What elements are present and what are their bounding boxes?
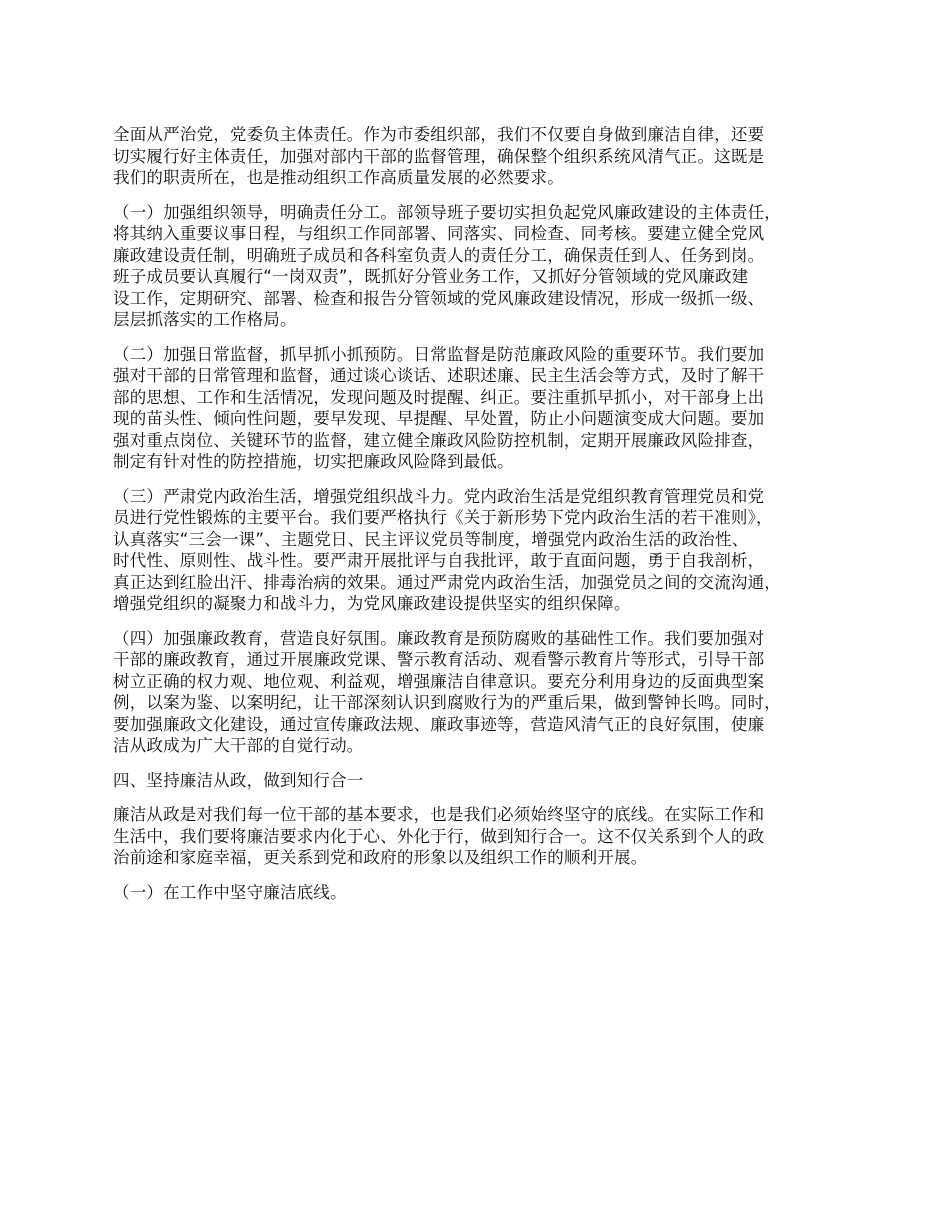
text-line: （四）加强廉政教育，营造良好氛围。廉政教育是预防腐败的基础性工作。我们要加强对	[113, 628, 765, 648]
paragraph-daily-supervision	[113, 344, 858, 473]
text-line: 部的思想、工作和生活情况，发现问题及时提醒、纠正。要注重抓早抓小，对干部身上出	[113, 387, 765, 407]
text-line: 全面从严治党，党委负主体责任。作为市委组织部，我们不仅要自身做到廉洁自律，还要	[113, 125, 765, 144]
text-line: 干部的廉政教育，通过开展廉政党课、警示教育活动、观看警示教育片等形式，引导干部	[113, 650, 765, 669]
text-line: 员进行党性锻炼的主要平台。我们要严格执行《关于新形势下党内政治生活的若干准则》，	[113, 508, 773, 527]
text-line: 要加强廉政文化建设，通过宣传廉政法规、廉政事迹等，营造风清气正的良好氛围，使廉	[113, 714, 765, 734]
text-line: 制定有针对性的防控措施，切实把廉政风险降到最低。	[113, 452, 514, 471]
text-line: 班子成员要认真履行“一岗双责”，既抓好分管业务工作，又抓好分管领域的党风廉政建	[113, 267, 749, 286]
paragraph-political-life	[113, 486, 858, 615]
text-line: 真正达到红脸出汗、排毒治病的效果。通过严肃党内政治生活，加强党员之间的交流沟通，	[113, 572, 781, 592]
text-line: 认真落实“三会一课”、主题党日、民主评议党员等制度，增强党内政治生活的政治性、	[113, 529, 749, 549]
text-line: 洁从政成为广大干部的自觉行动。	[113, 736, 364, 755]
document-page	[113, 124, 858, 916]
text-line: 将其纳入重要议事日程，与组织工作同部署、同落实、同检查、同考核。要建立健全党风	[113, 224, 765, 243]
paragraph-organization-leadership	[113, 202, 858, 331]
text-line: 时代性、原则性、战斗性。要严肃开展批评与自我批评，敢于直面问题，勇于自我剖析，	[113, 551, 765, 570]
section-heading: 四、坚持廉洁从政，做到知行合一	[113, 770, 364, 790]
text-line: 切实履行好主体责任，加强对部内干部的监督管理，确保整个组织系统风清气正。这既是	[113, 146, 765, 166]
text-line: 树立正确的权力观、地位观、利益观，增强廉洁自律意识。要充分利用身边的反面典型案	[113, 671, 765, 691]
text-line: （三）严肃党内政治生活，增强党组织战斗力。党内政治生活是党组织教育管理党员和党	[113, 486, 765, 506]
text-line: 生活中，我们要将廉洁要求内化于心、外化于行，做到知行合一。这不仅关系到个人的政	[113, 826, 765, 846]
paragraph-intro	[113, 124, 858, 189]
text-line: （二）加强日常监督，抓早抓小抓预防。日常监督是防范廉政风险的重要环节。我们要加	[113, 344, 765, 364]
text-line: （一）加强组织领导，明确责任分工。部领导班子要切实担负起党风廉政建设的主体责任，	[113, 202, 781, 222]
text-line: 现的苗头性、倾向性问题，要早发现、早提醒、早处置，防止小问题演变成大问题。要加	[113, 409, 765, 428]
paragraph-integrity-education	[113, 628, 858, 757]
text-line: 强对干部的日常管理和监督，通过谈心谈话、述职述廉、民主生活会等方式，及时了解干	[113, 366, 765, 385]
text-line: 强对重点岗位、关键环节的监督，建立健全廉政风险防控机制，定期开展廉政风险排查，	[113, 430, 765, 450]
text-line: 设工作，定期研究、部署、检查和报告分管领域的党风廉政建设情况，形成一级抓一级、	[113, 288, 765, 308]
text-line: 增强党组织的凝聚力和战斗力，为党风廉政建设提供坚实的组织保障。	[113, 594, 631, 613]
text-line: 例，以案为鉴、以案明纪，让干部深刻认识到腐败行为的严重后果，做到警钟长鸣。同时，	[113, 693, 781, 712]
text-line: 治前途和家庭幸福，更关系到党和政府的形象以及组织工作的顺利开展。	[113, 848, 648, 867]
sub-heading: （一）在工作中坚守廉洁底线。	[113, 882, 347, 902]
text-line: 我们的职责所在，也是推动组织工作高质量发展的必然要求。	[113, 168, 564, 187]
paragraph-clean-governance	[113, 804, 858, 869]
text-line: 廉洁从政是对我们每一位干部的基本要求，也是我们必须始终坚守的底线。在实际工作和	[113, 805, 765, 824]
text-line: 层层抓落实的工作格局。	[113, 310, 297, 329]
text-line: 廉政建设责任制，明确班子成员和各科室负责人的责任分工，确保责任到人、任务到岗。	[113, 245, 765, 265]
